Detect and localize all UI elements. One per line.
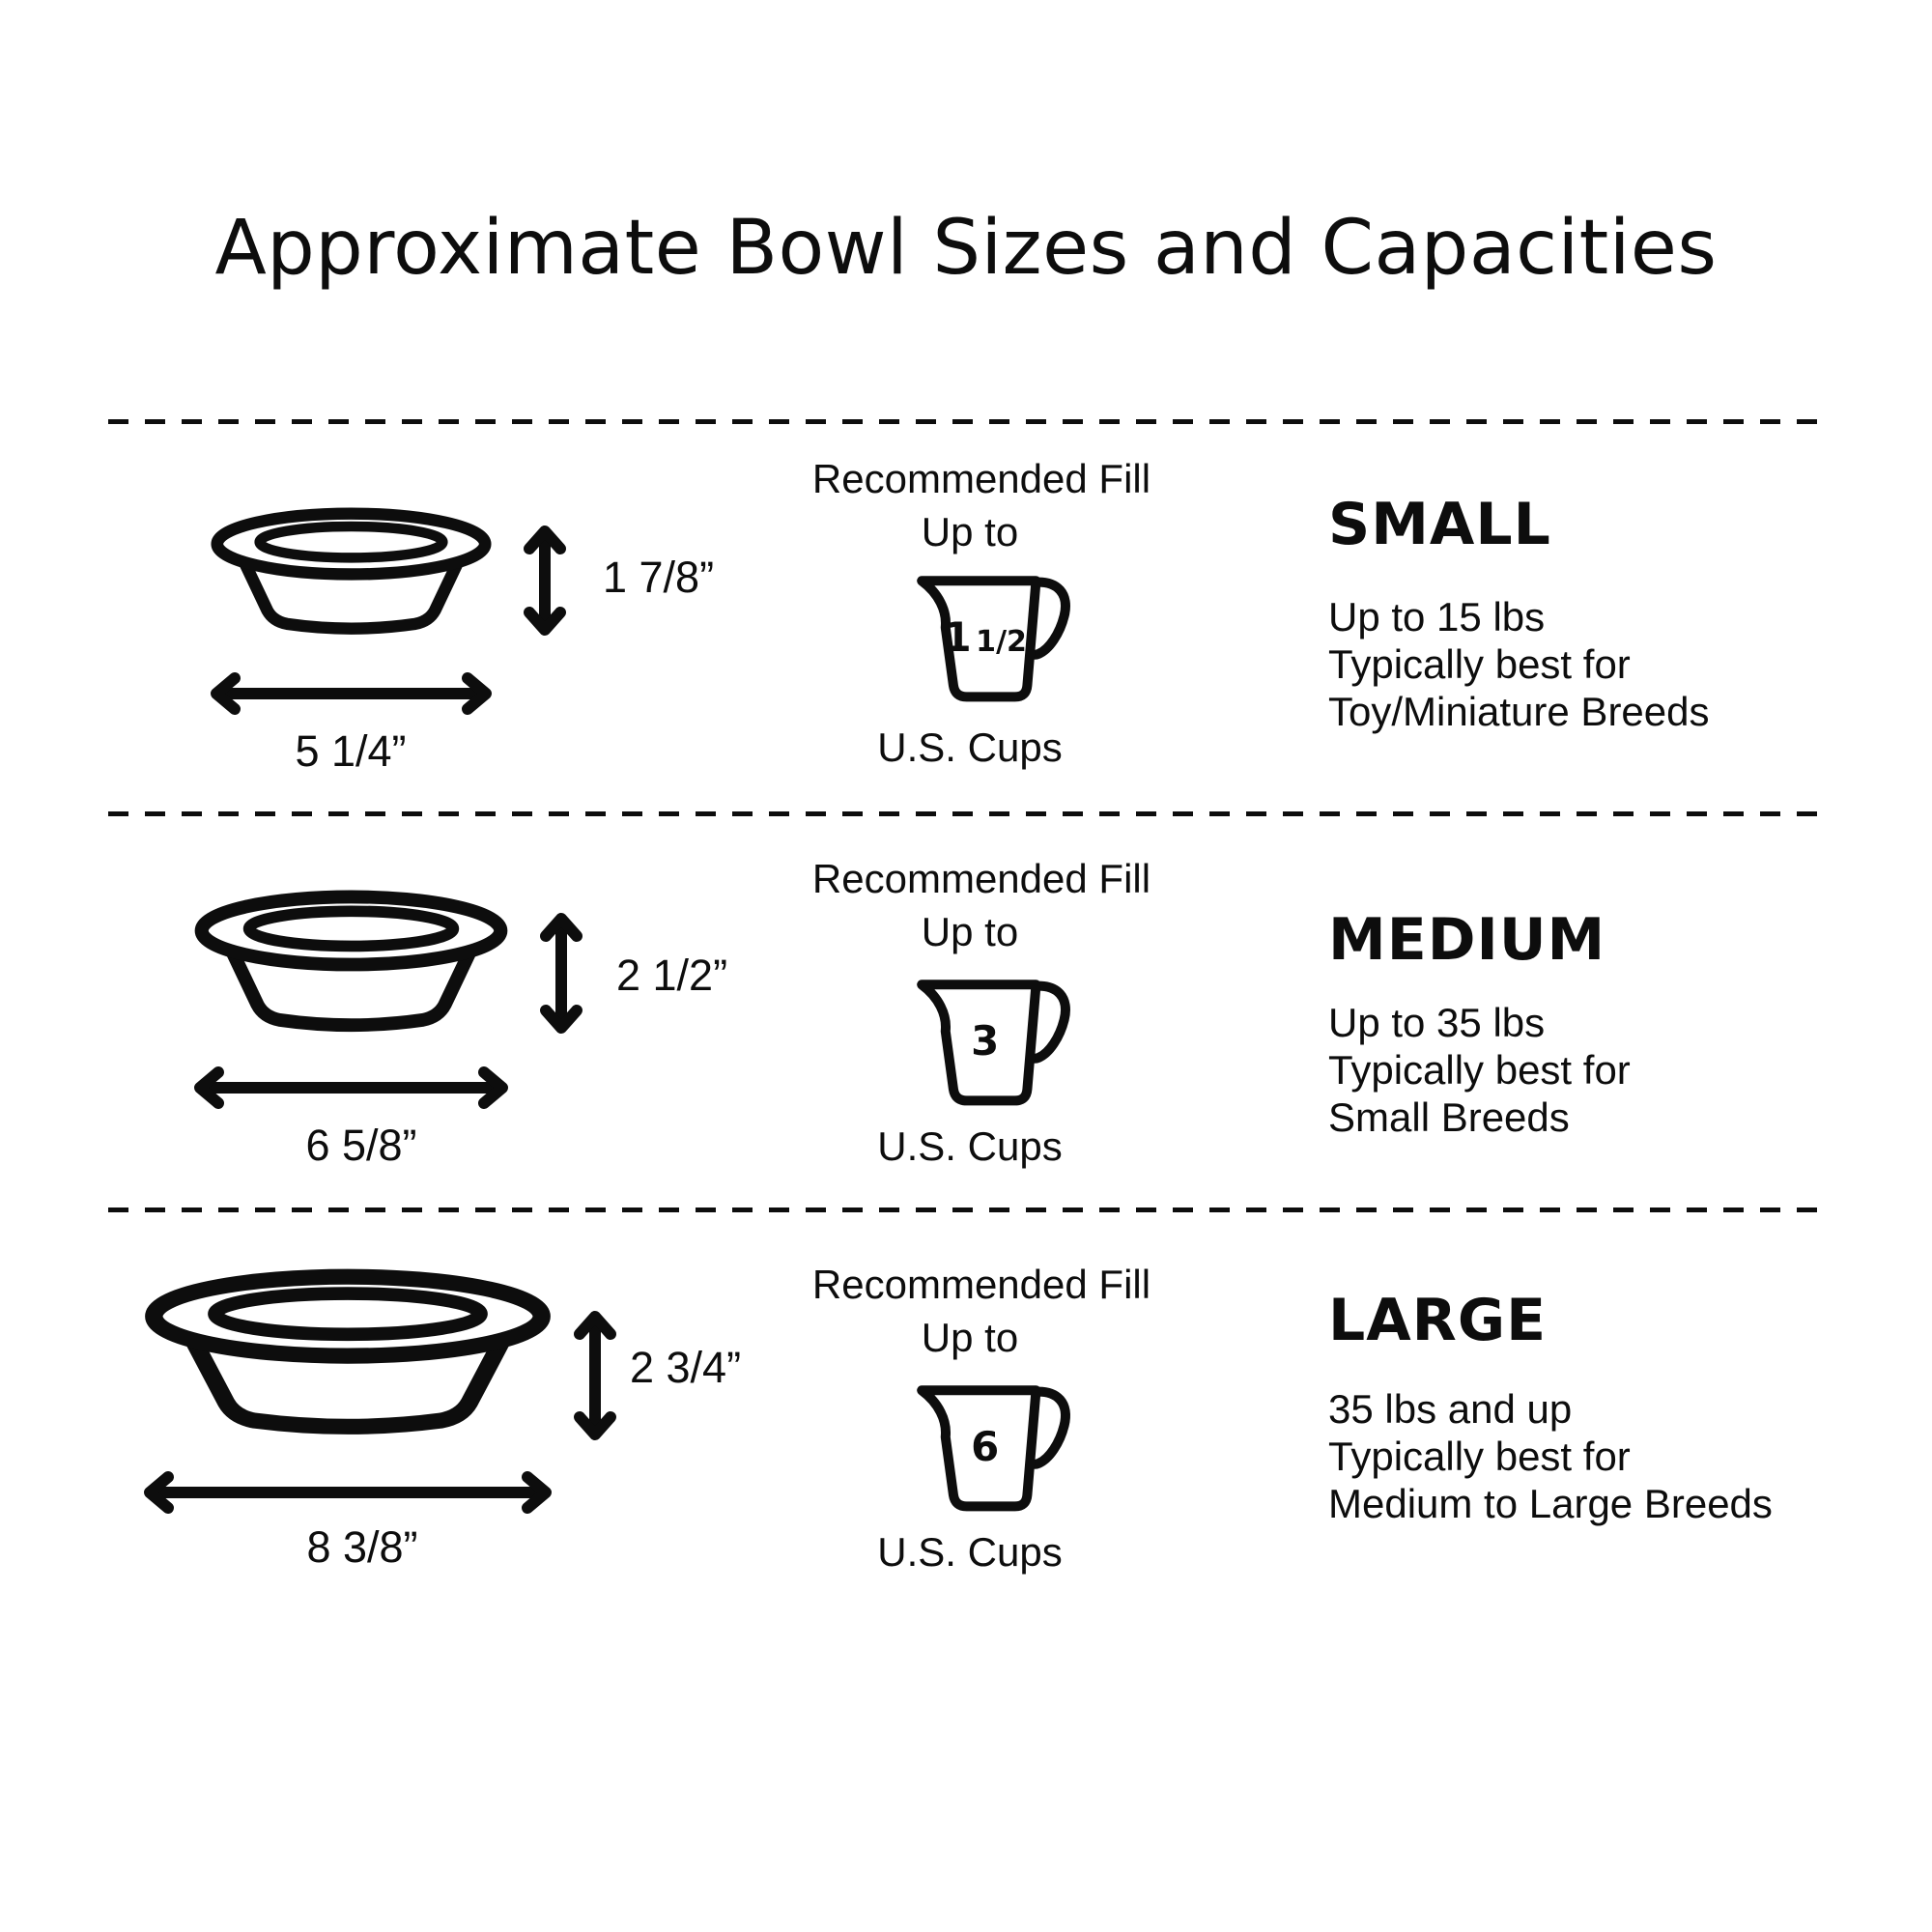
size-description [1328, 593, 1710, 735]
bowl-width-label: 8 3/8” [306, 1522, 418, 1572]
row-divider [108, 811, 1824, 816]
weight-range-line: Up to 35 lbs [1328, 1000, 1546, 1045]
cup-value: 3 [971, 1017, 1000, 1065]
row-divider [108, 1208, 1824, 1212]
fill-heading: Recommended Fill [811, 1262, 1151, 1307]
bowl-height-label: 2 3/4” [630, 1343, 742, 1392]
height-arrow-icon [574, 1310, 616, 1441]
bowl-width-label: 6 5/8” [305, 1121, 417, 1170]
bowl-width-label: 5 1/4” [295, 726, 407, 776]
measuring-cup-icon [904, 572, 1080, 713]
row-divider [108, 419, 1824, 424]
width-arrow-icon [210, 672, 493, 715]
weight-range-line: Up to 15 lbs [1328, 594, 1546, 639]
best-for-line: Typically best for [1328, 1434, 1631, 1479]
fill-heading: Recommended Fill [811, 456, 1151, 501]
measuring-cup-icon [904, 976, 1080, 1117]
page-title: Approximate Bowl Sizes and Capacities [214, 205, 1718, 292]
size-name: MEDIUM [1328, 906, 1606, 974]
cup-unit-label: U.S. Cups [877, 1123, 1063, 1169]
breed-line: Toy/Miniature Breeds [1328, 689, 1710, 734]
cup-value: 6 [971, 1423, 1000, 1471]
breed-line: Medium to Large Breeds [1328, 1481, 1773, 1526]
bowl-icon [193, 890, 509, 1038]
size-name: SMALL [1328, 491, 1551, 558]
width-arrow-icon [193, 1066, 509, 1109]
best-for-line: Typically best for [1328, 1047, 1631, 1093]
size-description [1328, 1385, 1773, 1527]
cup-unit-label: U.S. Cups [877, 724, 1063, 770]
fill-subheading: Up to [921, 909, 1019, 954]
size-name: LARGE [1328, 1287, 1548, 1354]
height-arrow-icon [524, 525, 566, 637]
fill-subheading: Up to [921, 1315, 1019, 1360]
cup-value: 1 1/2 [943, 613, 1027, 662]
fill-heading: Recommended Fill [811, 856, 1151, 901]
best-for-line: Typically best for [1328, 641, 1631, 687]
fill-subheading: Up to [921, 509, 1019, 554]
weight-range-line: 35 lbs and up [1328, 1386, 1573, 1432]
measuring-cup-icon [904, 1381, 1080, 1522]
cup-unit-label: U.S. Cups [877, 1529, 1063, 1575]
size-description [1328, 999, 1631, 1141]
bowl-icon [210, 507, 493, 640]
bowl-height-label: 2 1/2” [616, 951, 728, 1000]
height-arrow-icon [540, 912, 582, 1035]
bowl-icon [143, 1268, 553, 1442]
width-arrow-icon [143, 1471, 553, 1514]
breed-line: Small Breeds [1328, 1094, 1570, 1140]
bowl-height-label: 1 7/8” [603, 553, 715, 602]
